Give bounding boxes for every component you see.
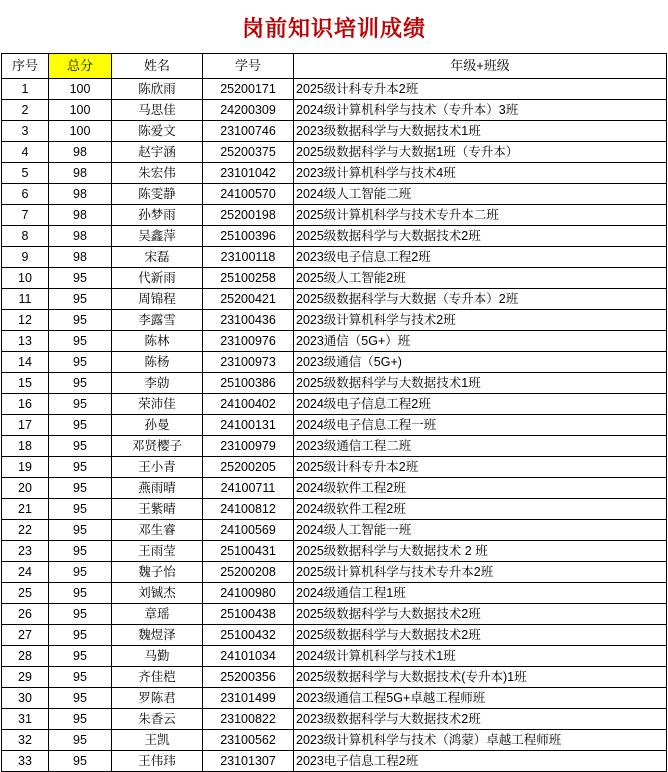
cell-student-id: 23101499 — [203, 688, 294, 709]
cell-class: 2025级计算机科学与技术专升本二班 — [294, 205, 667, 226]
cell-index: 20 — [2, 478, 49, 499]
cell-index: 18 — [2, 436, 49, 457]
cell-score: 98 — [49, 226, 112, 247]
cell-class: 2025级数据科学与大数据技术2班 — [294, 625, 667, 646]
cell-score: 95 — [49, 646, 112, 667]
cell-name: 邓生睿 — [112, 520, 203, 541]
cell-name: 孙梦雨 — [112, 205, 203, 226]
cell-student-id: 24100812 — [203, 499, 294, 520]
cell-index: 30 — [2, 688, 49, 709]
cell-student-id: 23100822 — [203, 709, 294, 730]
cell-name: 王小青 — [112, 457, 203, 478]
cell-score: 98 — [49, 205, 112, 226]
cell-index: 21 — [2, 499, 49, 520]
cell-index: 28 — [2, 646, 49, 667]
table-row — [2, 625, 667, 646]
table-row — [2, 520, 667, 541]
cell-index: 24 — [2, 562, 49, 583]
cell-class: 2025级计科专升本2班 — [294, 79, 667, 100]
cell-class: 2023电子信息工程2班 — [294, 751, 667, 772]
table-row — [2, 415, 667, 436]
page-title: 岗前知识培训成绩 — [241, 16, 426, 41]
cell-index: 3 — [2, 121, 49, 142]
cell-student-id: 24100131 — [203, 415, 294, 436]
cell-class: 2025级计科专升本2班 — [294, 457, 667, 478]
cell-score: 95 — [49, 562, 112, 583]
table-row — [2, 604, 667, 625]
table-row — [2, 730, 667, 751]
cell-class: 2025级数据科学与大数据技术1班 — [294, 373, 667, 394]
cell-score: 95 — [49, 436, 112, 457]
cell-student-id: 23100979 — [203, 436, 294, 457]
cell-student-id: 24200309 — [203, 100, 294, 121]
header-row — [2, 54, 667, 79]
cell-index: 2 — [2, 100, 49, 121]
table-row — [2, 268, 667, 289]
cell-name: 荣沛佳 — [112, 394, 203, 415]
cell-class: 2025级数据科学与大数据（专升本）2班 — [294, 289, 667, 310]
cell-index: 15 — [2, 373, 49, 394]
cell-index: 9 — [2, 247, 49, 268]
cell-index: 29 — [2, 667, 49, 688]
cell-student-id: 24101034 — [203, 646, 294, 667]
cell-score: 95 — [49, 604, 112, 625]
cell-index: 11 — [2, 289, 49, 310]
table-row — [2, 373, 667, 394]
column-header-name: 姓名 — [112, 54, 203, 79]
cell-student-id: 23100118 — [203, 247, 294, 268]
cell-index: 33 — [2, 751, 49, 772]
cell-name: 朱宏伟 — [112, 163, 203, 184]
cell-student-id: 25200375 — [203, 142, 294, 163]
cell-score: 95 — [49, 730, 112, 751]
cell-name: 宋磊 — [112, 247, 203, 268]
cell-name: 魏煜泽 — [112, 625, 203, 646]
cell-student-id: 24100711 — [203, 478, 294, 499]
cell-student-id: 24100569 — [203, 520, 294, 541]
cell-name: 代新雨 — [112, 268, 203, 289]
table-row — [2, 436, 667, 457]
cell-class: 2023级数据科学与大数据技术1班 — [294, 121, 667, 142]
cell-score: 100 — [49, 79, 112, 100]
table-row — [2, 394, 667, 415]
table-row — [2, 541, 667, 562]
cell-index: 4 — [2, 142, 49, 163]
cell-student-id: 25100258 — [203, 268, 294, 289]
table-row — [2, 184, 667, 205]
cell-student-id: 25100432 — [203, 625, 294, 646]
cell-score: 95 — [49, 268, 112, 289]
cell-name: 王凯 — [112, 730, 203, 751]
cell-score: 98 — [49, 142, 112, 163]
cell-index: 5 — [2, 163, 49, 184]
cell-class: 2023级数据科学与大数据技术2班 — [294, 709, 667, 730]
cell-class: 2024级软件工程2班 — [294, 499, 667, 520]
cell-name: 孙曼 — [112, 415, 203, 436]
table-row — [2, 583, 667, 604]
cell-index: 6 — [2, 184, 49, 205]
table-row — [2, 667, 667, 688]
cell-score: 95 — [49, 352, 112, 373]
table-row — [2, 247, 667, 268]
table-row — [2, 79, 667, 100]
cell-class: 2024级软件工程2班 — [294, 478, 667, 499]
table-row — [2, 688, 667, 709]
cell-name: 齐佳桤 — [112, 667, 203, 688]
cell-class: 2025级数据科学与大数据技术2班 — [294, 604, 667, 625]
table-row — [2, 352, 667, 373]
cell-score: 98 — [49, 247, 112, 268]
cell-score: 95 — [49, 709, 112, 730]
cell-student-id: 23100976 — [203, 331, 294, 352]
cell-score: 95 — [49, 583, 112, 604]
cell-score: 95 — [49, 520, 112, 541]
cell-class: 2024级电子信息工程一班 — [294, 415, 667, 436]
table-row — [2, 205, 667, 226]
cell-score: 95 — [49, 310, 112, 331]
cell-score: 95 — [49, 688, 112, 709]
cell-student-id: 23100746 — [203, 121, 294, 142]
cell-score: 95 — [49, 373, 112, 394]
table-row — [2, 478, 667, 499]
cell-index: 17 — [2, 415, 49, 436]
cell-student-id: 23101307 — [203, 751, 294, 772]
cell-student-id: 25200356 — [203, 667, 294, 688]
cell-class: 2023级电子信息工程2班 — [294, 247, 667, 268]
cell-score: 95 — [49, 394, 112, 415]
cell-name: 李露雪 — [112, 310, 203, 331]
table-row — [2, 310, 667, 331]
cell-student-id: 25200208 — [203, 562, 294, 583]
column-header-index: 序号 — [2, 54, 49, 79]
cell-name: 朱香云 — [112, 709, 203, 730]
cell-index: 13 — [2, 331, 49, 352]
cell-name: 周锦程 — [112, 289, 203, 310]
cell-student-id: 23100436 — [203, 310, 294, 331]
cell-class: 2025级人工智能2班 — [294, 268, 667, 289]
cell-index: 31 — [2, 709, 49, 730]
cell-name: 章瑶 — [112, 604, 203, 625]
cell-student-id: 25200421 — [203, 289, 294, 310]
cell-index: 12 — [2, 310, 49, 331]
cell-name: 李勍 — [112, 373, 203, 394]
cell-class: 2023级通信工程二班 — [294, 436, 667, 457]
cell-class: 2024级通信工程1班 — [294, 583, 667, 604]
cell-student-id: 25200205 — [203, 457, 294, 478]
table-row — [2, 499, 667, 520]
cell-class: 2024级电子信息工程2班 — [294, 394, 667, 415]
cell-name: 陈林 — [112, 331, 203, 352]
cell-index: 16 — [2, 394, 49, 415]
cell-class: 2024级人工智能一班 — [294, 520, 667, 541]
cell-name: 王雨莹 — [112, 541, 203, 562]
cell-student-id: 25100438 — [203, 604, 294, 625]
cell-index: 25 — [2, 583, 49, 604]
table-row — [2, 100, 667, 121]
cell-student-id: 23100562 — [203, 730, 294, 751]
cell-score: 95 — [49, 625, 112, 646]
cell-name: 马思佳 — [112, 100, 203, 121]
cell-name: 马勤 — [112, 646, 203, 667]
table-row — [2, 226, 667, 247]
cell-name: 陈爱文 — [112, 121, 203, 142]
cell-student-id: 25100396 — [203, 226, 294, 247]
cell-score: 95 — [49, 289, 112, 310]
cell-index: 8 — [2, 226, 49, 247]
cell-class: 2024级人工智能二班 — [294, 184, 667, 205]
table-body — [2, 79, 667, 772]
cell-score: 95 — [49, 667, 112, 688]
cell-score: 100 — [49, 121, 112, 142]
table-row — [2, 142, 667, 163]
cell-student-id: 25200198 — [203, 205, 294, 226]
cell-score: 98 — [49, 184, 112, 205]
cell-index: 19 — [2, 457, 49, 478]
cell-class: 2023级通信工程5G+卓越工程师班 — [294, 688, 667, 709]
cell-student-id: 25100431 — [203, 541, 294, 562]
cell-score: 95 — [49, 478, 112, 499]
cell-index: 10 — [2, 268, 49, 289]
cell-score: 95 — [49, 457, 112, 478]
column-header-score: 总分 — [49, 54, 112, 79]
cell-name: 魏子怡 — [112, 562, 203, 583]
cell-class: 2025级数据科学与大数据技术(专升本)1班 — [294, 667, 667, 688]
grades-table — [1, 53, 667, 772]
cell-score: 95 — [49, 541, 112, 562]
cell-class: 2023级计算机科学与技术（鸿蒙）卓越工程师班 — [294, 730, 667, 751]
cell-class: 2025级数据科学与大数据技术 2 班 — [294, 541, 667, 562]
cell-index: 22 — [2, 520, 49, 541]
cell-name: 陈雯静 — [112, 184, 203, 205]
cell-name: 燕雨晴 — [112, 478, 203, 499]
cell-student-id: 23100973 — [203, 352, 294, 373]
cell-score: 100 — [49, 100, 112, 121]
cell-class: 2025级数据科学与大数据1班（专升本） — [294, 142, 667, 163]
cell-index: 7 — [2, 205, 49, 226]
cell-student-id: 24100402 — [203, 394, 294, 415]
table-row — [2, 562, 667, 583]
cell-class: 2023级计算机科学与技术2班 — [294, 310, 667, 331]
table-row — [2, 289, 667, 310]
cell-class: 2023级通信（5G+) — [294, 352, 667, 373]
cell-name: 吴鑫萍 — [112, 226, 203, 247]
cell-score: 95 — [49, 331, 112, 352]
cell-score: 95 — [49, 751, 112, 772]
cell-name: 陈杨 — [112, 352, 203, 373]
cell-name: 王伟玮 — [112, 751, 203, 772]
cell-student-id: 25200171 — [203, 79, 294, 100]
cell-student-id: 24100570 — [203, 184, 294, 205]
table-row — [2, 457, 667, 478]
cell-index: 14 — [2, 352, 49, 373]
table-row — [2, 751, 667, 772]
cell-score: 95 — [49, 415, 112, 436]
table-row — [2, 121, 667, 142]
cell-class: 2024级计算机科学与技术（专升本）3班 — [294, 100, 667, 121]
cell-index: 27 — [2, 625, 49, 646]
table-header — [2, 54, 667, 79]
table-row — [2, 331, 667, 352]
cell-class: 2025级数据科学与大数据技术2班 — [294, 226, 667, 247]
cell-student-id: 24100980 — [203, 583, 294, 604]
cell-index: 26 — [2, 604, 49, 625]
cell-name: 刘铖杰 — [112, 583, 203, 604]
cell-name: 王紫晴 — [112, 499, 203, 520]
cell-class: 2023通信（5G+）班 — [294, 331, 667, 352]
cell-index: 32 — [2, 730, 49, 751]
cell-class: 2023级计算机科学与技术4班 — [294, 163, 667, 184]
cell-index: 23 — [2, 541, 49, 562]
cell-name: 赵宇涵 — [112, 142, 203, 163]
cell-class: 2024级计算机科学与技术1班 — [294, 646, 667, 667]
table-row — [2, 709, 667, 730]
table-row — [2, 646, 667, 667]
cell-name: 邓贤樱子 — [112, 436, 203, 457]
cell-class: 2025级计算机科学与技术专升本2班 — [294, 562, 667, 583]
column-header-class: 年级+班级 — [294, 54, 667, 79]
cell-index: 1 — [2, 79, 49, 100]
cell-name: 陈欣雨 — [112, 79, 203, 100]
cell-name: 罗陈君 — [112, 688, 203, 709]
column-header-student-id: 学号 — [203, 54, 294, 79]
cell-score: 98 — [49, 163, 112, 184]
cell-student-id: 23101042 — [203, 163, 294, 184]
table-row — [2, 163, 667, 184]
cell-score: 95 — [49, 499, 112, 520]
cell-student-id: 25100386 — [203, 373, 294, 394]
